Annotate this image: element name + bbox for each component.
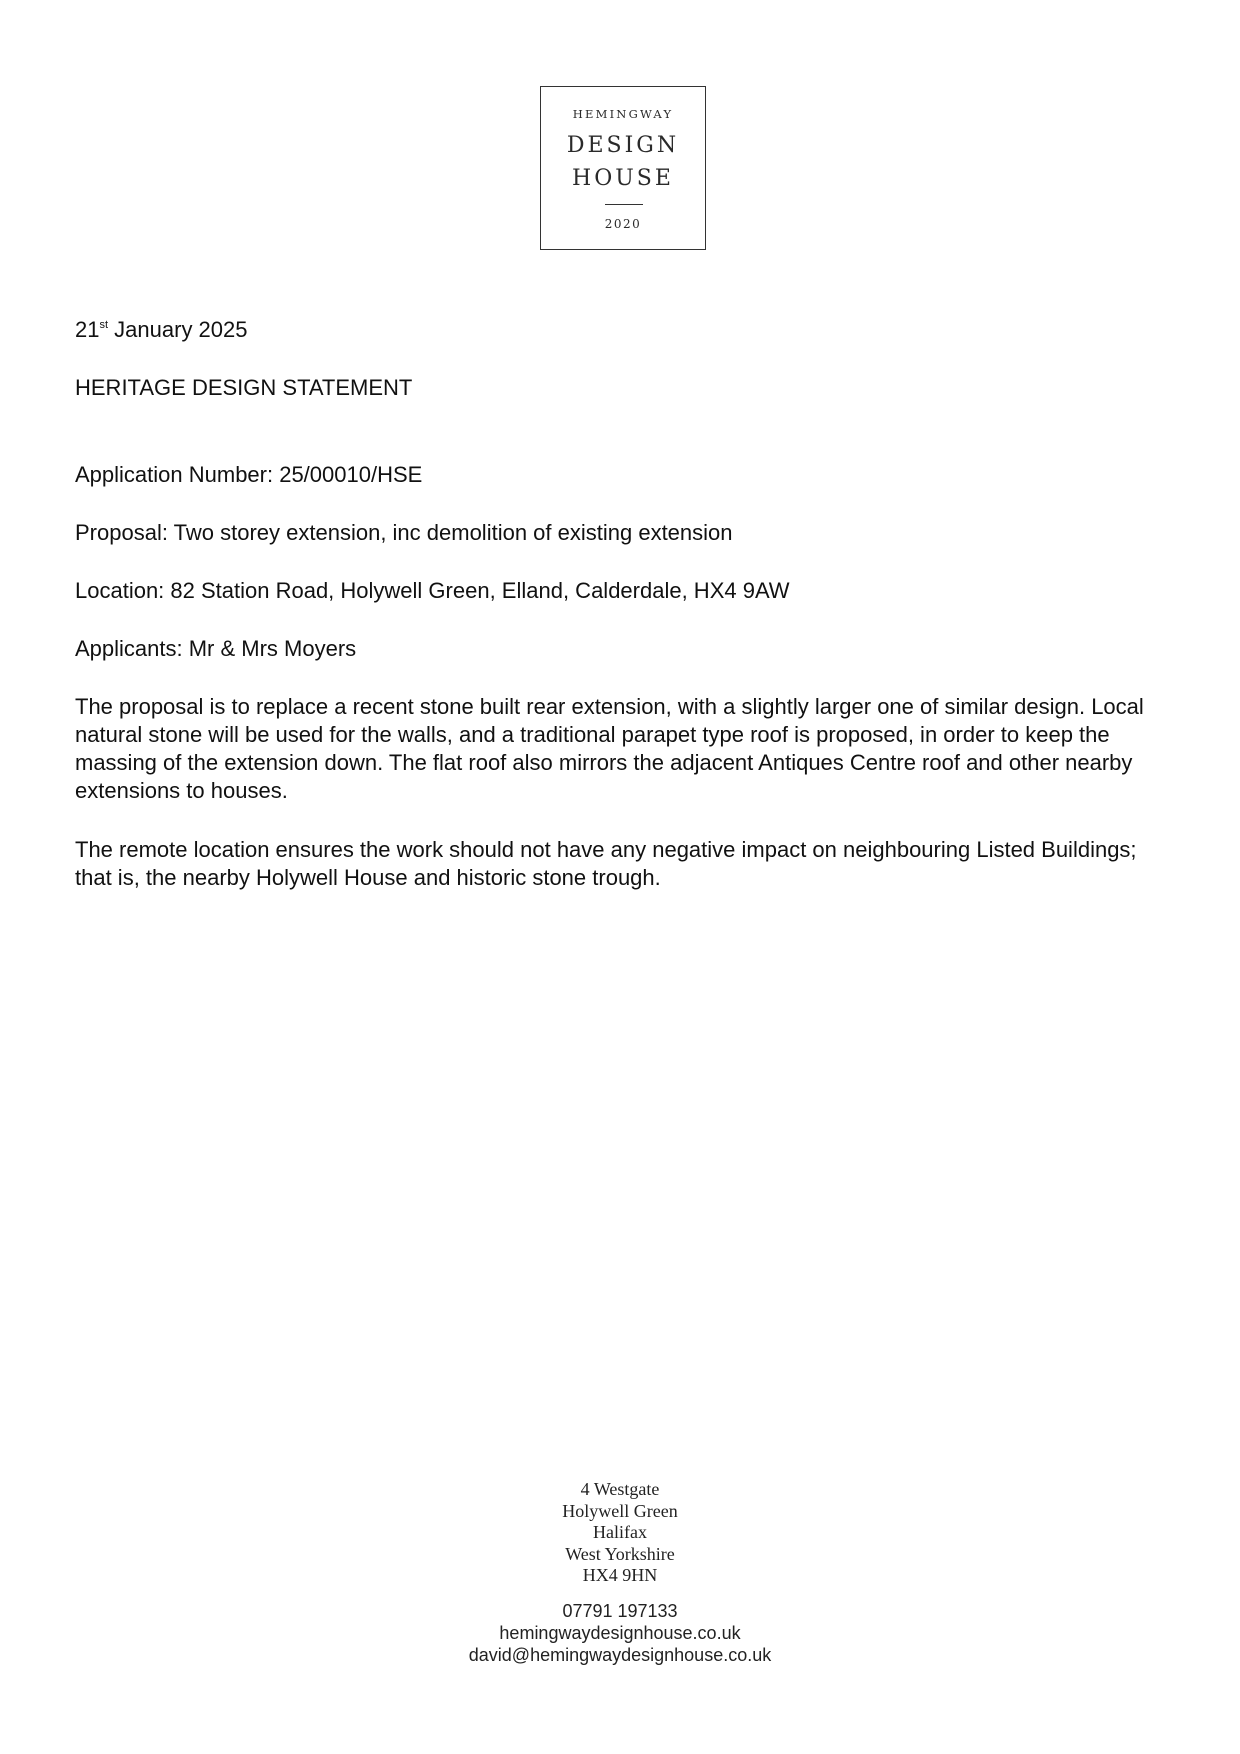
address-line: West Yorkshire: [565, 1543, 675, 1564]
address-line: Holywell Green: [562, 1500, 678, 1521]
body-paragraph-proposal: The proposal is to replace a recent stone built rear extension, with a slightly larger one of similar design. Local natural stone will be used for the walls, and a traditional parapet type roof is proposed, in order to keep the massing of the extension down. The flat roof also mirrors the adjacent Antiques Centre roof and other nearby extensions to houses.: [75, 694, 1144, 803]
footer-email: david@hemingwaydesignhouse.co.uk: [468, 1645, 772, 1665]
proposal-line: Proposal: Two storey extension, inc demolition of existing extension: [75, 520, 733, 545]
company-logo: [540, 86, 706, 250]
location-line: Location: 82 Station Road, Holywell Green, Elland, Calderdale, HX4 9AW: [75, 578, 790, 603]
logo-text-house: HOUSE: [572, 166, 674, 191]
address-line: HX4 9HN: [582, 1565, 658, 1586]
logo-divider: [605, 204, 643, 205]
application-number: Application Number: 25/00010/HSE: [75, 462, 423, 487]
applicants-line: Applicants: Mr & Mrs Moyers: [75, 636, 357, 661]
logo-text-hemingway: HEMINGWAY: [572, 107, 674, 121]
footer-website: hemingwaydesignhouse.co.uk: [499, 1623, 741, 1643]
footer-contact: [0, 1600, 1240, 1666]
address-line: Halifax: [593, 1522, 647, 1543]
address-line: 4 Westgate: [580, 1479, 660, 1499]
footer-address: [0, 1479, 1240, 1587]
logo-year: 2020: [604, 217, 642, 231]
document-heading: HERITAGE DESIGN STATEMENT: [75, 375, 413, 400]
body-paragraph-location-impact: The remote location ensures the work should not have any negative impact on neighbouring Listed Buildings; that is, the nearby Holywell House and historic stone trough.: [75, 837, 1137, 890]
date-suffix: st: [99, 319, 109, 331]
logo-text-design: DESIGN: [566, 133, 680, 158]
date-month-year: January 2025: [114, 317, 248, 342]
letter-date: [75, 316, 1170, 344]
footer-phone: 07791 197133: [562, 1601, 678, 1621]
date-day: 21: [75, 317, 100, 342]
